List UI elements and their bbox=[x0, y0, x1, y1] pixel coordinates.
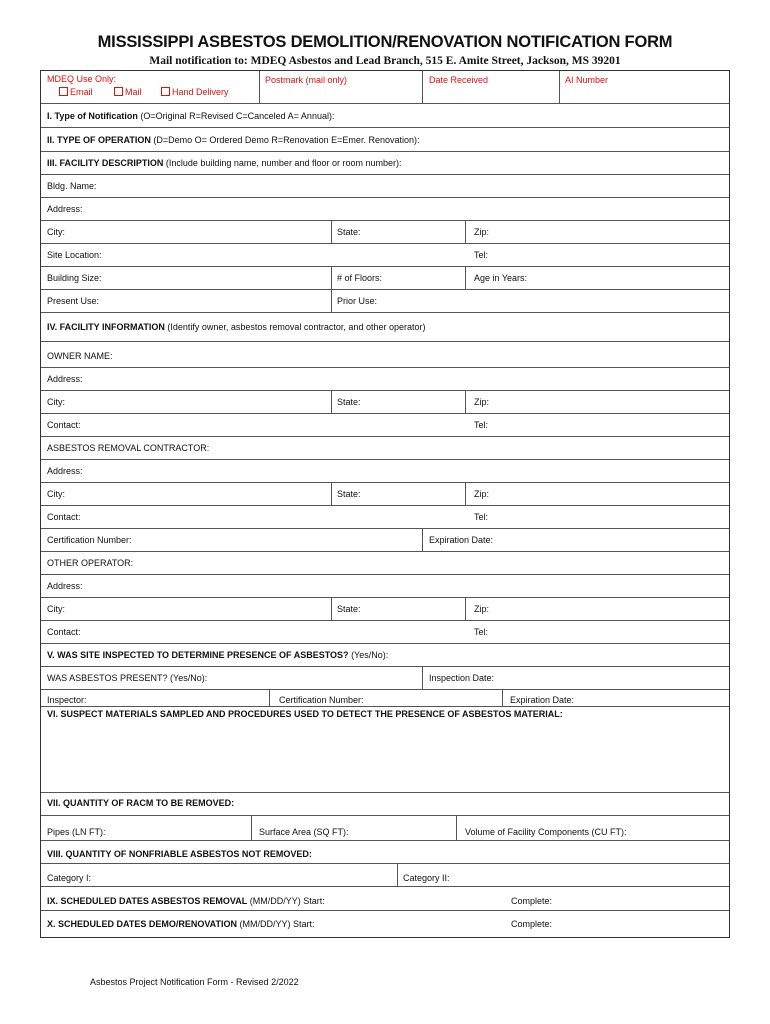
contact-label: Contact: bbox=[47, 512, 81, 522]
section-5-title: V. WAS SITE INSPECTED TO DETERMINE PRESENCE OF ASBESTOS? bbox=[47, 650, 349, 660]
section-1-title: I. Type of Notification bbox=[47, 111, 138, 121]
mdeq-use-row bbox=[41, 71, 729, 104]
present-use-label: Present Use: bbox=[47, 296, 100, 306]
notification-form bbox=[40, 70, 730, 938]
section-4-title: IV. FACILITY INFORMATION bbox=[47, 322, 165, 332]
section-3-title: III. FACILITY DESCRIPTION bbox=[47, 158, 164, 168]
owner-contact-row[interactable] bbox=[41, 414, 729, 437]
complete-label: Complete: bbox=[511, 919, 553, 929]
tel-label: Tel: bbox=[474, 512, 489, 522]
tel-label: Tel: bbox=[474, 250, 489, 260]
tel-label: Tel: bbox=[474, 420, 489, 430]
section-8-title: VIII. QUANTITY OF NONFRIABLE ASBESTOS NOT REMOVED: bbox=[47, 849, 312, 859]
racm-quantity-row[interactable] bbox=[41, 816, 729, 841]
section-9-desc: (MM/DD/YY) Start: bbox=[247, 896, 325, 906]
section-9-row[interactable] bbox=[41, 887, 729, 911]
pipes-label: Pipes (LN FT): bbox=[47, 827, 106, 837]
contractor-contact-row[interactable] bbox=[41, 506, 729, 529]
certification-number-label: Certification Number: bbox=[47, 535, 132, 545]
section-2-row[interactable] bbox=[41, 128, 729, 152]
contractor-label: ASBESTOS REMOVAL CONTRACTOR: bbox=[47, 443, 210, 453]
site-location-row[interactable] bbox=[41, 244, 729, 267]
checkbox-icon bbox=[161, 87, 170, 96]
postmark-label: Postmark (mail only) bbox=[265, 75, 348, 85]
checkbox-icon bbox=[59, 87, 68, 96]
floors-label: # of Floors: bbox=[337, 273, 383, 283]
contractor-address-row[interactable] bbox=[41, 460, 729, 483]
address-label: Address: bbox=[47, 374, 83, 384]
address-label: Address: bbox=[47, 204, 83, 214]
certification-number-label: Certification Number: bbox=[279, 695, 364, 705]
section-3-desc: (Include building name, number and floor or room number): bbox=[163, 158, 402, 168]
zip-label: Zip: bbox=[474, 489, 490, 499]
footer-text: Asbestos Project Notification Form - Revised 2/2022 bbox=[90, 977, 299, 987]
section-1-desc: (O=Original R=Revised C=Canceled A= Annual): bbox=[137, 111, 335, 121]
state-label: State: bbox=[337, 489, 361, 499]
bldg-name-label: Bldg. Name: bbox=[47, 181, 97, 191]
address-label: Address: bbox=[47, 581, 83, 591]
state-label: State: bbox=[337, 397, 361, 407]
age-label: Age in Years: bbox=[474, 273, 528, 283]
expiration-date-label: Expiration Date: bbox=[510, 695, 575, 705]
category-2-label: Category II: bbox=[403, 873, 450, 883]
inspector-label: Inspector: bbox=[47, 695, 87, 705]
owner-name-row[interactable] bbox=[41, 342, 729, 368]
building-size-row[interactable] bbox=[41, 267, 729, 290]
section-1-row[interactable] bbox=[41, 104, 729, 128]
section-4-desc: (Identify owner, asbestos removal contractor, and other operator) bbox=[164, 322, 426, 332]
section-5-desc: (Yes/No): bbox=[348, 650, 389, 660]
bldg-name-row[interactable] bbox=[41, 175, 729, 198]
tel-label: Tel: bbox=[474, 627, 489, 637]
facility-address-row[interactable] bbox=[41, 198, 729, 221]
hand-delivery-checkbox[interactable] bbox=[161, 87, 229, 98]
section-2-title: II. TYPE OF OPERATION bbox=[47, 135, 151, 145]
inspector-row[interactable] bbox=[41, 690, 729, 706]
zip-label: Zip: bbox=[474, 227, 490, 237]
section-5-row[interactable] bbox=[41, 644, 729, 667]
section-10-title: X. SCHEDULED DATES DEMO/RENOVATION bbox=[47, 919, 238, 929]
section-6-title: VI. SUSPECT MATERIALS SAMPLED AND PROCEDURES USED TO DETECT THE PRESENCE OF ASBESTOS MATERIAL: bbox=[47, 709, 563, 719]
section-8-row bbox=[41, 841, 729, 864]
contact-label: Contact: bbox=[47, 420, 81, 430]
section-9-title: IX. SCHEDULED DATES ASBESTOS REMOVAL bbox=[47, 896, 248, 906]
zip-label: Zip: bbox=[474, 604, 490, 614]
ai-number-label: AI Number bbox=[565, 75, 609, 85]
city-label: City: bbox=[47, 227, 65, 237]
operator-city-row[interactable] bbox=[41, 598, 729, 621]
contractor-city-row[interactable] bbox=[41, 483, 729, 506]
contractor-row[interactable] bbox=[41, 437, 729, 460]
mail-checkbox[interactable] bbox=[114, 87, 142, 98]
section-7-title: VII. QUANTITY OF RACM TO BE REMOVED: bbox=[47, 798, 235, 808]
volume-label: Volume of Facility Components (CU FT): bbox=[465, 827, 627, 837]
site-location-label: Site Location: bbox=[47, 250, 102, 260]
contractor-cert-row[interactable] bbox=[41, 529, 729, 552]
expiration-date-label: Expiration Date: bbox=[429, 535, 494, 545]
address-label: Address: bbox=[47, 466, 83, 476]
section-7-row bbox=[41, 793, 729, 816]
city-label: City: bbox=[47, 604, 65, 614]
use-row[interactable] bbox=[41, 290, 729, 313]
date-received-label: Date Received bbox=[429, 75, 489, 85]
mail-label: Mail bbox=[125, 87, 142, 97]
asbestos-present-label: WAS ASBESTOS PRESENT? (Yes/No): bbox=[47, 673, 208, 683]
owner-name-label: OWNER NAME: bbox=[47, 351, 113, 361]
category-1-label: Category I: bbox=[47, 873, 92, 883]
surface-area-label: Surface Area (SQ FT): bbox=[259, 827, 349, 837]
building-size-label: Building Size: bbox=[47, 273, 102, 283]
mail-notification: Mail notification to: MDEQ Asbestos and Lead Branch, 515 E. Amite Street, Jackson, MS 39201 bbox=[149, 55, 621, 67]
facility-city-row[interactable] bbox=[41, 221, 729, 244]
state-label: State: bbox=[337, 604, 361, 614]
hand-delivery-label: Hand Delivery bbox=[172, 87, 229, 97]
other-operator-row[interactable] bbox=[41, 552, 729, 575]
email-checkbox[interactable] bbox=[59, 87, 93, 98]
section-10-desc: (MM/DD/YY) Start: bbox=[237, 919, 315, 929]
prior-use-label: Prior Use: bbox=[337, 296, 378, 306]
other-operator-label: OTHER OPERATOR: bbox=[47, 558, 134, 568]
inspection-date-label: Inspection Date: bbox=[429, 673, 495, 683]
complete-label: Complete: bbox=[511, 896, 553, 906]
category-row[interactable] bbox=[41, 864, 729, 887]
owner-city-row[interactable] bbox=[41, 391, 729, 414]
form-title: MISSISSIPPI ASBESTOS DEMOLITION/RENOVATION NOTIFICATION FORM bbox=[97, 33, 673, 51]
section-10-row[interactable] bbox=[41, 911, 729, 938]
zip-label: Zip: bbox=[474, 397, 490, 407]
asbestos-present-row[interactable] bbox=[41, 667, 729, 690]
email-label: Email bbox=[70, 87, 93, 97]
mdeq-use-only-label: MDEQ Use Only: bbox=[47, 74, 117, 84]
owner-address-row[interactable] bbox=[41, 368, 729, 391]
state-label: State: bbox=[337, 227, 361, 237]
section-2-desc: (D=Demo O= Ordered Demo R=Renovation E=Emer. Renovation): bbox=[150, 135, 420, 145]
section-4-row bbox=[41, 313, 729, 342]
section-3-row bbox=[41, 152, 729, 175]
city-label: City: bbox=[47, 489, 65, 499]
contact-label: Contact: bbox=[47, 627, 81, 637]
operator-contact-row[interactable] bbox=[41, 621, 729, 644]
section-6-block[interactable] bbox=[41, 706, 729, 793]
operator-address-row[interactable] bbox=[41, 575, 729, 598]
city-label: City: bbox=[47, 397, 65, 407]
checkbox-icon bbox=[114, 87, 123, 96]
